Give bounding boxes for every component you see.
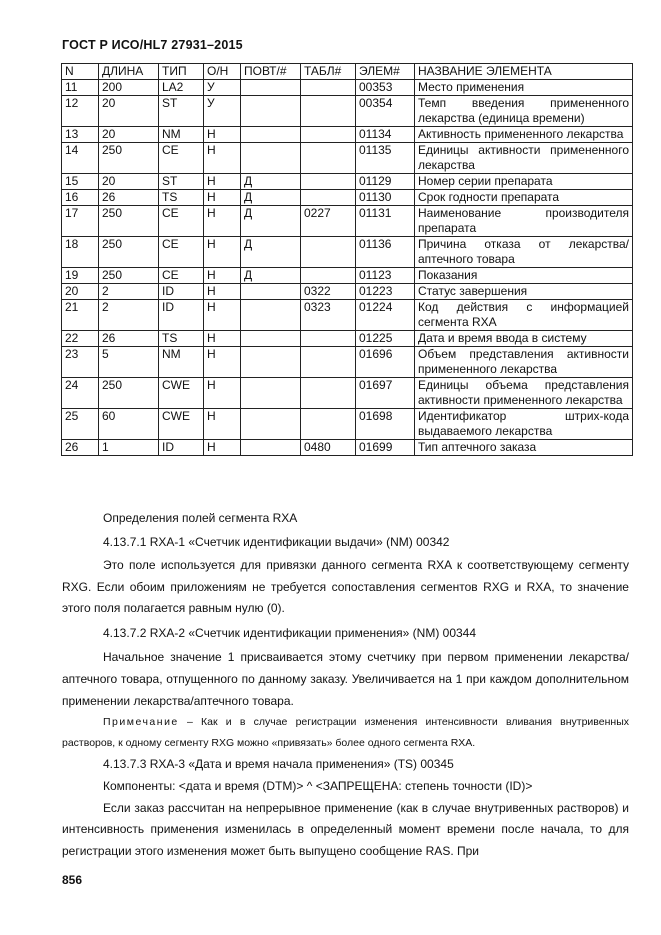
cell-repeat: Д	[241, 268, 301, 284]
cell-type: ST	[159, 174, 204, 190]
cell-repeat	[241, 331, 301, 347]
cell-repeat	[241, 127, 301, 143]
cell-element-name: Тип аптечного заказа	[415, 440, 633, 456]
cell-element-name: Номер серии препарата	[415, 174, 633, 190]
cell-type: CE	[159, 206, 204, 237]
cell-element-name: Наименование производителя препарата	[415, 206, 633, 237]
cell-length: 250	[99, 143, 159, 174]
cell-table: 0323	[301, 300, 356, 331]
cell-table	[301, 174, 356, 190]
cell-repeat	[241, 347, 301, 378]
table-row	[62, 174, 633, 190]
cell-element-name: Показания	[415, 268, 633, 284]
cell-repeat: Д	[241, 174, 301, 190]
cell-type: CE	[159, 237, 204, 268]
col-header-type: ТИП	[159, 64, 204, 80]
cell-element-name: Срок годности препарата	[415, 190, 633, 206]
cell-length: 250	[99, 237, 159, 268]
cell-type: TS	[159, 190, 204, 206]
cell-table	[301, 268, 356, 284]
cell-element-name: Статус завершения	[415, 284, 633, 300]
note	[62, 712, 629, 754]
cell-type: ST	[159, 96, 204, 127]
cell-n: 17	[62, 206, 99, 237]
cell-n: 26	[62, 440, 99, 456]
col-header-repeat: ПОВТ/#	[241, 64, 301, 80]
col-header-element: ЭЛЕМ#	[356, 64, 415, 80]
cell-required: Н	[204, 268, 241, 284]
cell-repeat: Д	[241, 237, 301, 268]
cell-length: 5	[99, 347, 159, 378]
cell-repeat	[241, 80, 301, 96]
table-row	[62, 96, 633, 127]
cell-element: 01129	[356, 174, 415, 190]
cell-n: 12	[62, 96, 99, 127]
cell-length: 200	[99, 80, 159, 96]
body-text	[62, 507, 629, 863]
cell-n: 21	[62, 300, 99, 331]
cell-required: Н	[204, 190, 241, 206]
cell-required: У	[204, 96, 241, 127]
cell-element-name: Темп введения примененного лекарства (единица времени)	[415, 96, 633, 127]
cell-table	[301, 127, 356, 143]
cell-n: 18	[62, 237, 99, 268]
cell-element: 01131	[356, 206, 415, 237]
table-row	[62, 440, 633, 456]
cell-table	[301, 190, 356, 206]
cell-length: 250	[99, 378, 159, 409]
cell-type: CWE	[159, 409, 204, 440]
cell-element-name: Единицы объема представления активности примененного лекарства	[415, 378, 633, 409]
cell-n: 13	[62, 127, 99, 143]
cell-element: 00354	[356, 96, 415, 127]
section-heading-rxa-3: 4.13.7.3 RXA-3 «Дата и время начала применения» (TS) 00345	[103, 757, 454, 772]
cell-table: 0480	[301, 440, 356, 456]
cell-type: CWE	[159, 378, 204, 409]
cell-n: 23	[62, 347, 99, 378]
cell-length: 250	[99, 268, 159, 284]
cell-element: 01223	[356, 284, 415, 300]
paragraph-rxa-3: Если заказ рассчитан на непрерывное применение (как в случае внутривенных растворов) и интенсивность применения изменилась в определенный момент времени после начала, то для регистрации этого изменения может быть выпущено сообщение RAS. При	[62, 800, 629, 859]
cell-type: CE	[159, 268, 204, 284]
cell-element: 01130	[356, 190, 415, 206]
cell-repeat	[241, 300, 301, 331]
col-header-element-name: НАЗВАНИЕ ЭЛЕМЕНТА	[415, 64, 633, 80]
paragraph-rxa-2: Начальное значение 1 присваивается этому счетчику при первом применении лекарства/аптечного товара, отпущенного по данному заказу. Увеличивается на 1 при каждом дополнительном применении лекарства/аптечного товара.	[62, 650, 629, 708]
table-row	[62, 378, 633, 409]
cell-table: 0322	[301, 284, 356, 300]
cell-repeat: Д	[241, 190, 301, 206]
cell-length: 20	[99, 96, 159, 127]
cell-required: У	[204, 80, 241, 96]
cell-element-name: Объем представления активности примененного лекарства	[415, 347, 633, 378]
col-header-required: О/Н	[204, 64, 241, 80]
cell-length: 2	[99, 284, 159, 300]
cell-table	[301, 409, 356, 440]
cell-element: 01135	[356, 143, 415, 174]
note-text: – Как и в случае регистрации изменения интенсивности вливания внутривенных растворов, к одному сегменту RXG можно «привязать» более одного сегмента RXA.	[62, 716, 629, 750]
table-row	[62, 206, 633, 237]
cell-required: Н	[204, 440, 241, 456]
table-row	[62, 143, 633, 174]
cell-table	[301, 237, 356, 268]
table-row	[62, 300, 633, 331]
cell-repeat	[241, 284, 301, 300]
section-heading-rxa-1: 4.13.7.1 RXA-1 «Счетчик идентификации выдачи» (NM) 00342	[103, 535, 450, 549]
cell-type: CE	[159, 143, 204, 174]
cell-length: 1	[99, 440, 159, 456]
cell-element: 01224	[356, 300, 415, 331]
cell-repeat	[241, 96, 301, 127]
table-row	[62, 127, 633, 143]
table-row	[62, 237, 633, 268]
cell-element-name: Активность примененного лекарства	[415, 127, 633, 143]
cell-required: Н	[204, 206, 241, 237]
cell-length: 2	[99, 300, 159, 331]
cell-element: 01696	[356, 347, 415, 378]
cell-n: 25	[62, 409, 99, 440]
cell-element: 01136	[356, 237, 415, 268]
cell-element: 01697	[356, 378, 415, 409]
cell-required: Н	[204, 143, 241, 174]
cell-element: 01134	[356, 127, 415, 143]
document-header: ГОСТ Р ИСО/HL7 27931–2015	[62, 38, 243, 52]
table-row	[62, 284, 633, 300]
cell-element: 01225	[356, 331, 415, 347]
col-header-n: N	[62, 64, 99, 80]
col-header-length: ДЛИНА	[99, 64, 159, 80]
table-row	[62, 190, 633, 206]
cell-n: 24	[62, 378, 99, 409]
cell-element-name: Место применения	[415, 80, 633, 96]
cell-repeat: Д	[241, 206, 301, 237]
paragraph-rxa-1: Это поле используется для привязки данного сегмента RXA к соответствующему сегменту RXG. Если обоим приложениям не требуется сопоставления сегментов RXG и RXA, то значение этого поля полагается равным нулю (0).	[62, 558, 629, 616]
cell-repeat	[241, 378, 301, 409]
col-header-table: ТАБЛ#	[301, 64, 356, 80]
cell-n: 19	[62, 268, 99, 284]
cell-element: 01123	[356, 268, 415, 284]
page-number: 856	[62, 873, 83, 887]
cell-type: ID	[159, 300, 204, 331]
cell-element-name: Дата и время ввода в систему	[415, 331, 633, 347]
cell-n: 20	[62, 284, 99, 300]
cell-required: Н	[204, 300, 241, 331]
table-header-row	[62, 64, 633, 80]
cell-element-name: Единицы активности примененного лекарства	[415, 143, 633, 174]
cell-table	[301, 378, 356, 409]
table-row	[62, 331, 633, 347]
cell-length: 20	[99, 174, 159, 190]
cell-n: 15	[62, 174, 99, 190]
section-heading-rxa-2: 4.13.7.2 RXA-2 «Счетчик идентификации применения» (NM) 00344	[103, 626, 477, 641]
cell-table	[301, 96, 356, 127]
table-row	[62, 268, 633, 284]
cell-table	[301, 143, 356, 174]
cell-required: Н	[204, 347, 241, 378]
cell-type: ID	[159, 440, 204, 456]
cell-table	[301, 80, 356, 96]
table-row	[62, 347, 633, 378]
cell-required: Н	[204, 237, 241, 268]
cell-n: 22	[62, 331, 99, 347]
cell-table	[301, 347, 356, 378]
cell-length: 20	[99, 127, 159, 143]
cell-required: Н	[204, 331, 241, 347]
cell-table	[301, 331, 356, 347]
note-label: Примечание	[103, 716, 179, 729]
cell-type: LA2	[159, 80, 204, 96]
cell-length: 250	[99, 206, 159, 237]
cell-repeat	[241, 409, 301, 440]
cell-table: 0227	[301, 206, 356, 237]
components-line: Компоненты: <дата и время (DTM)> ^ <ЗАПРЕЩЕНА: степень точности (ID)>	[103, 778, 533, 793]
cell-n: 11	[62, 80, 99, 96]
cell-element: 00353	[356, 80, 415, 96]
cell-repeat	[241, 440, 301, 456]
table-row	[62, 409, 633, 440]
cell-length: 26	[99, 190, 159, 206]
cell-required: Н	[204, 409, 241, 440]
cell-n: 14	[62, 143, 99, 174]
cell-element-name: Идентификатор штрих-кода выдаваемого лекарства	[415, 409, 633, 440]
cell-n: 16	[62, 190, 99, 206]
cell-element-name: Причина отказа от лекарства/аптечного товара	[415, 237, 633, 268]
cell-required: Н	[204, 378, 241, 409]
cell-repeat	[241, 143, 301, 174]
cell-element: 01698	[356, 409, 415, 440]
cell-element: 01699	[356, 440, 415, 456]
fields-definition-heading: Определения полей сегмента RXA	[103, 511, 298, 525]
cell-required: Н	[204, 174, 241, 190]
cell-length: 60	[99, 409, 159, 440]
segment-table	[61, 63, 633, 456]
cell-type: ID	[159, 284, 204, 300]
cell-element-name: Код действия с информацией сегмента RXA	[415, 300, 633, 331]
cell-length: 26	[99, 331, 159, 347]
cell-type: TS	[159, 331, 204, 347]
cell-type: NM	[159, 127, 204, 143]
cell-required: Н	[204, 284, 241, 300]
cell-required: Н	[204, 127, 241, 143]
table-row	[62, 80, 633, 96]
cell-type: NM	[159, 347, 204, 378]
